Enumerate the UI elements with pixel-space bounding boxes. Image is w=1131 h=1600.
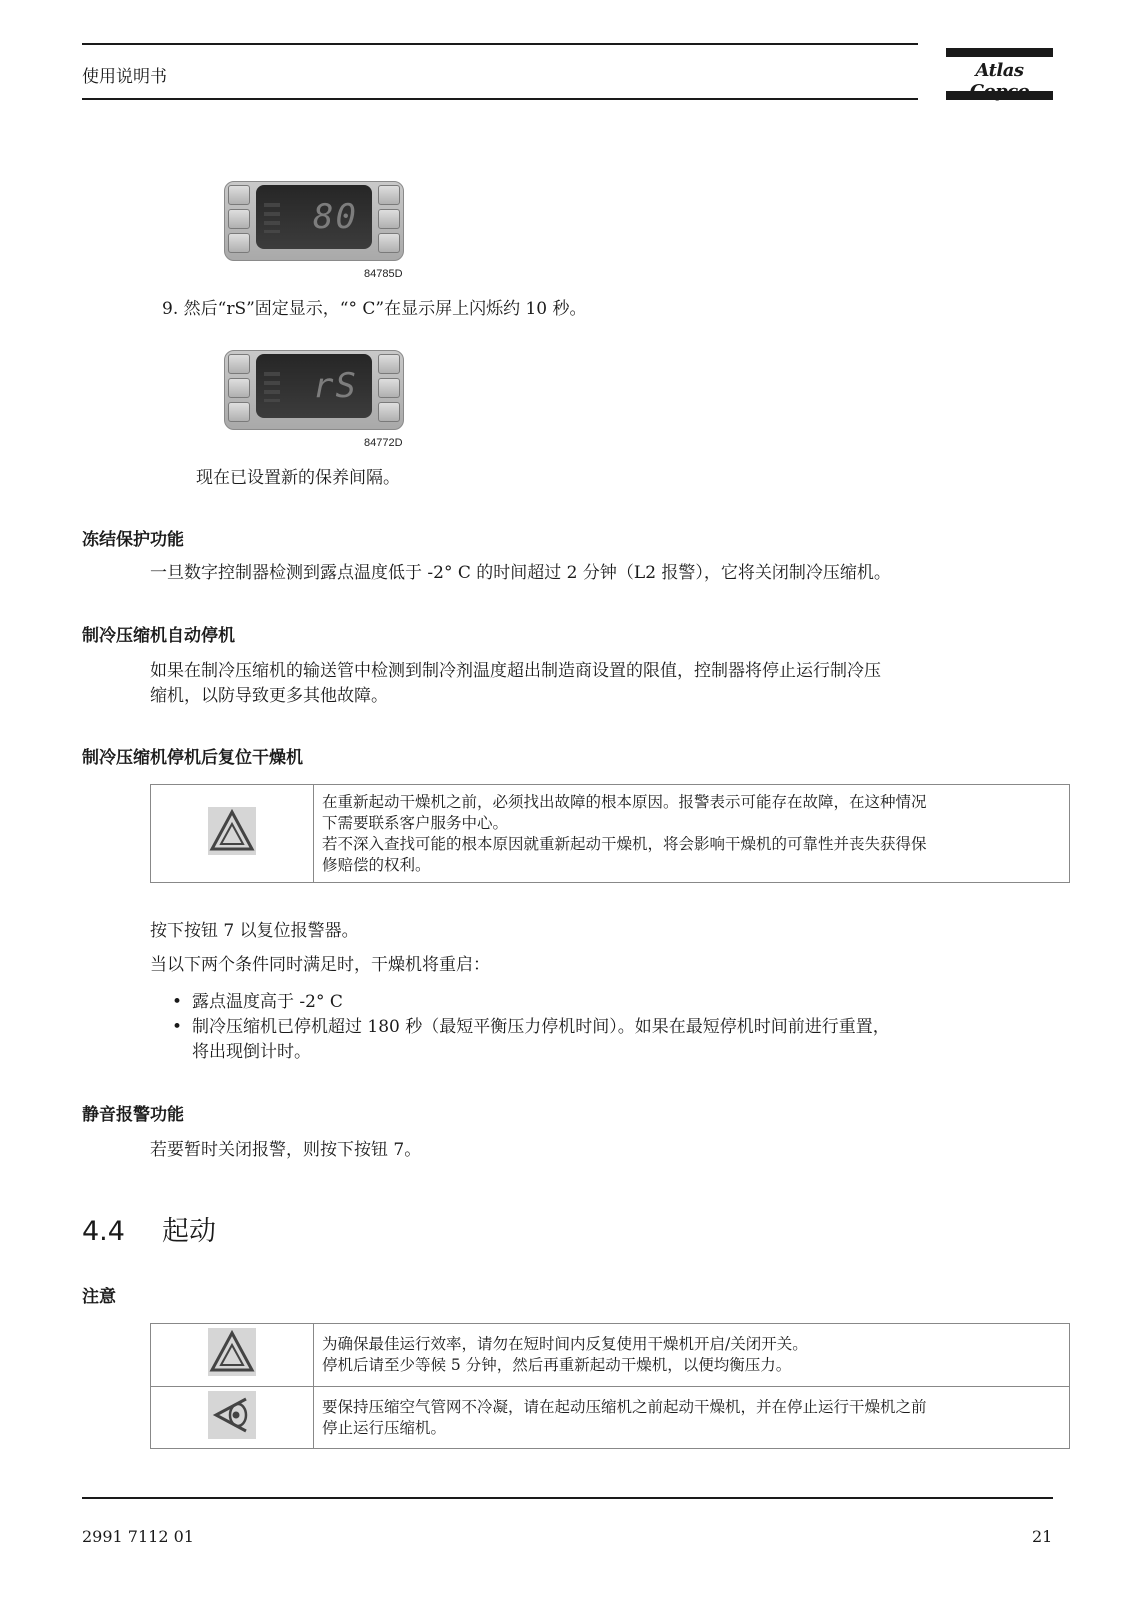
notice-row-2-line-2: 停止运行压缩机。 — [322, 1418, 447, 1437]
notice-text-cell-2 — [314, 1387, 1070, 1449]
conditions-intro-text: 当以下两个条件同时满足时，干燥机将重启： — [150, 955, 490, 975]
footer-rule — [82, 1497, 1053, 1499]
note-icon-cell — [151, 1387, 314, 1449]
figure-code: 84772D — [364, 437, 403, 449]
freeze-text: 一旦数字控制器检测到露点温度低于 -2° C 的时间超过 2 分钟（L2 报警），它将关闭制冷压缩机。 — [150, 563, 891, 583]
warning-triangle-icon — [208, 1328, 256, 1376]
notice-row-1-line-2: 停机后请至少等候 5 分钟，然后再重新起动干燥机，以便均衡压力。 — [322, 1356, 792, 1374]
warning-table-reset — [150, 784, 1070, 883]
section-heading-freeze: 冻结保护功能 — [82, 530, 184, 550]
figure-code: 84785D — [364, 268, 403, 280]
list-item: • 制冷压缩机已停机超过 180 秒（最短平衡压力停机时间）。如果在最短停机时间前进行重置， 将出现倒计时。 — [172, 1015, 890, 1065]
auto-stop-text-line-2: 缩机，以防导致更多其他故障。 — [150, 686, 388, 706]
footer-doc-number: 2991 7112 01 — [82, 1527, 194, 1546]
conditions-list — [172, 990, 890, 1065]
notice-table — [150, 1323, 1070, 1449]
mute-text: 若要暂时关闭报警，则按下按钮 7。 — [150, 1140, 422, 1160]
list-item: • 露点温度高于 -2° C — [172, 990, 890, 1015]
warning-line-1: 在重新起动干燥机之前，必须找出故障的根本原因。报警表示可能存在故障，在这种情况 — [322, 792, 927, 811]
warning-line-2: 下需要联系客户服务中心。 — [322, 813, 509, 832]
controller-display-figure-2 — [224, 350, 404, 430]
press-button-text: 按下按钮 7 以复位报警器。 — [150, 921, 359, 941]
header-bottom-rule — [82, 98, 918, 100]
notice-row-1-line-1: 为确保最佳运行效率，请勿在短时间内反复使用干燥机开启/关闭开关。 — [322, 1335, 808, 1353]
step-9-text: 9. 然后“rS”固定显示，“° C”在显示屏上闪烁约 10 秒。 — [162, 299, 587, 319]
brand-logo — [946, 48, 1053, 100]
controller-readout: rS — [313, 366, 358, 406]
header-title: 使用说明书 — [82, 67, 167, 87]
section-heading-mute: 静音报警功能 — [82, 1105, 184, 1125]
warning-text-cell — [314, 785, 1070, 883]
footer-page-number: 21 — [1032, 1527, 1053, 1546]
section-heading-reset: 制冷压缩机停机后复位干燥机 — [82, 748, 303, 768]
section-heading-notice: 注意 — [82, 1287, 116, 1307]
chapter-title: 起动 — [162, 1216, 216, 1247]
warning-line-3: 若不深入查找可能的根本原因就重新起动干燥机，将会影响干燥机的可靠性并丧失获得保 — [322, 834, 927, 853]
notice-text-cell-1 — [314, 1324, 1070, 1387]
brand-logo-text: Atlas — [975, 60, 1024, 81]
warning-line-4: 修赔偿的权利。 — [322, 855, 431, 874]
auto-stop-text-line-1: 如果在制冷压缩机的输送管中检测到制冷剂温度超出制造商设置的限值，控制器将停止运行制冷压 — [150, 661, 881, 681]
controller-display-figure-1 — [224, 181, 404, 261]
eye-note-icon — [208, 1391, 256, 1439]
warning-icon-cell — [151, 785, 314, 883]
header-top-rule — [82, 43, 918, 45]
warning-icon-cell — [151, 1324, 314, 1387]
chapter-number: 4.4 — [82, 1216, 125, 1247]
notice-row-2-line-1: 要保持压缩空气管网不冷凝，请在起动压缩机之前起动干燥机，并在停止运行干燥机之前 — [322, 1397, 927, 1416]
warning-triangle-icon — [208, 807, 256, 855]
section-heading-auto-stop: 制冷压缩机自动停机 — [82, 626, 235, 646]
interval-set-text: 现在已设置新的保养间隔。 — [196, 468, 400, 488]
chapter-heading — [82, 1209, 216, 1248]
controller-readout: 80 — [313, 197, 358, 237]
